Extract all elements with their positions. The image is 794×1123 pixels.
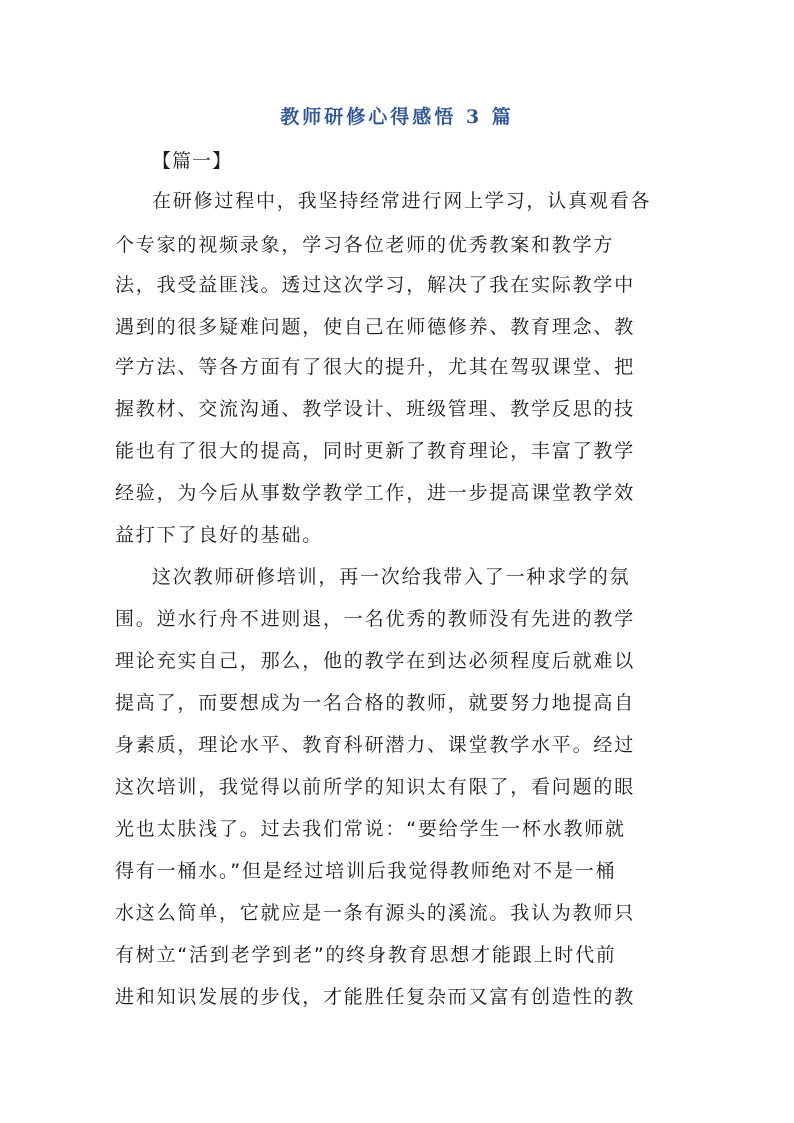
paragraph-1-line: 在研修过程中，我坚持经常进行网上学习，认真观看各 <box>152 190 652 212</box>
paragraph-2-line: 进和知识发展的步伐，才能胜任复杂而又富有创造性的教 <box>115 986 636 1008</box>
paragraph-1-line: 益打下了良好的基础。 <box>115 524 324 546</box>
paragraph-2-line: 理论充实自己，那么，他的教学在到达必须程度后就难以 <box>115 650 636 672</box>
paragraph-1-line: 个专家的视频录象，学习各位老师的优秀教案和教学方 <box>115 234 615 256</box>
paragraph-2-line: 光也太肤浅了。过去我们常说：“要给学生一杯水教师就 <box>115 818 626 840</box>
document-title: 教师研修心得感悟 3 篇 <box>280 106 514 128</box>
paragraph-1-line: 法，我受益匪浅。透过这次学习，解决了我在实际教学中 <box>115 274 636 296</box>
paragraph-2-line: 水这么简单，它就应是一条有源头的溪流。我认为教师只 <box>115 902 636 924</box>
paragraph-1-line: 握教材、交流沟通、教学设计、班级管理、教学反思的技 <box>115 398 636 420</box>
paragraph-1-line: 学方法、等各方面有了很大的提升，尤其在驾驭课堂、把 <box>115 356 636 378</box>
paragraph-2-line: 这次教师研修培训，再一次给我带入了一种求学的氛 <box>152 566 631 588</box>
paragraph-2-line: 身素质，理论水平、教育科研潜力、课堂教学水平。经过 <box>115 734 636 756</box>
paragraph-2-line: 这次培训，我觉得以前所学的知识太有限了，看问题的眼 <box>115 776 636 798</box>
paragraph-2-line: 得有一桶水。”但是经过培训后我觉得教师绝对不是一桶 <box>115 860 617 882</box>
paragraph-1-line: 遇到的很多疑难问题，使自己在师德修养、教育理念、教 <box>115 316 636 338</box>
paragraph-1-line: 经验，为今后从事数学教学工作，进一步提高课堂教学效 <box>115 482 636 504</box>
paragraph-2-line: 提高了，而要想成为一名合格的教师，就要努力地提高自 <box>115 692 636 714</box>
section-heading: 【篇一】 <box>152 150 233 172</box>
paragraph-2-line: 围。逆水行舟不进则退，一名优秀的教师没有先进的教学 <box>115 608 636 630</box>
paragraph-1-line: 能也有了很大的提高，同时更新了教育理论，丰富了教学 <box>115 440 636 462</box>
paragraph-2-line: 有树立“活到老学到老”的终身教育思想才能跟上时代前 <box>115 944 617 966</box>
